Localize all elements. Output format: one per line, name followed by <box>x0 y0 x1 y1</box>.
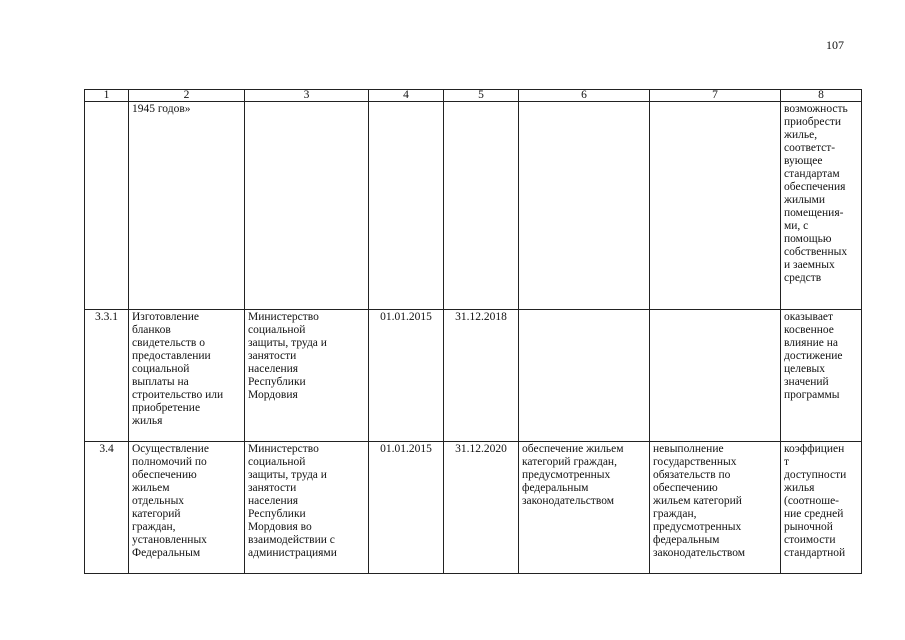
table-row <box>85 102 862 310</box>
col-header-1: 1 <box>85 90 129 102</box>
col-header-6: 6 <box>519 90 650 102</box>
measure-name: 1945 годов» <box>129 102 245 310</box>
end-date: 31.12.2020 <box>444 442 519 574</box>
indicator-relation: оказывает косвенное влияние на достижение целевых значений программы <box>781 310 862 442</box>
indicator-relation: коэффициен т доступности жилья (соотноше- ние средней рыночной стоимости стандартной <box>781 442 862 574</box>
col-header-5: 5 <box>444 90 519 102</box>
expected-result <box>519 102 650 310</box>
expected-result <box>519 310 650 442</box>
col-header-3: 3 <box>245 90 369 102</box>
consequence <box>650 310 781 442</box>
header-row <box>85 90 862 102</box>
expected-result: обеспечение жильем категорий граждан, предусмотренных федеральным законодательством <box>519 442 650 574</box>
executor: Министерство социальной защиты, труда и занятости населения Республики Мордовия <box>245 310 369 442</box>
start-date <box>369 102 444 310</box>
col-header-2: 2 <box>129 90 245 102</box>
table-row <box>85 310 862 442</box>
row-number <box>85 102 129 310</box>
consequence: невыполнение государственных обязательств по обеспечению жильем категорий граждан, предусмотренных федеральным законодательством <box>650 442 781 574</box>
end-date: 31.12.2018 <box>444 310 519 442</box>
row-number: 3.3.1 <box>85 310 129 442</box>
measure-name: Изготовление бланков свидетельств о предоставлении социальной выплаты на строительство или приобретение жилья <box>129 310 245 442</box>
indicator-relation: возможность приобрести жилье, соответст- вующее стандартам обеспечения жилыми помещения- ми, с помощью собственных и заемных средств <box>781 102 862 310</box>
start-date: 01.01.2015 <box>369 442 444 574</box>
start-date: 01.01.2015 <box>369 310 444 442</box>
program-table <box>84 89 862 574</box>
measure-name: Осуществление полномочий по обеспечению жильем отдельных категорий граждан, установленных Федеральным <box>129 442 245 574</box>
row-number: 3.4 <box>85 442 129 574</box>
executor: Министерство социальной защиты, труда и занятости населения Республики Мордовия во взаимодействии с администрациями <box>245 442 369 574</box>
col-header-4: 4 <box>369 90 444 102</box>
col-header-7: 7 <box>650 90 781 102</box>
end-date <box>444 102 519 310</box>
table-row <box>85 442 862 574</box>
executor <box>245 102 369 310</box>
col-header-8: 8 <box>781 90 862 102</box>
consequence <box>650 102 781 310</box>
page-number: 107 <box>826 38 844 52</box>
